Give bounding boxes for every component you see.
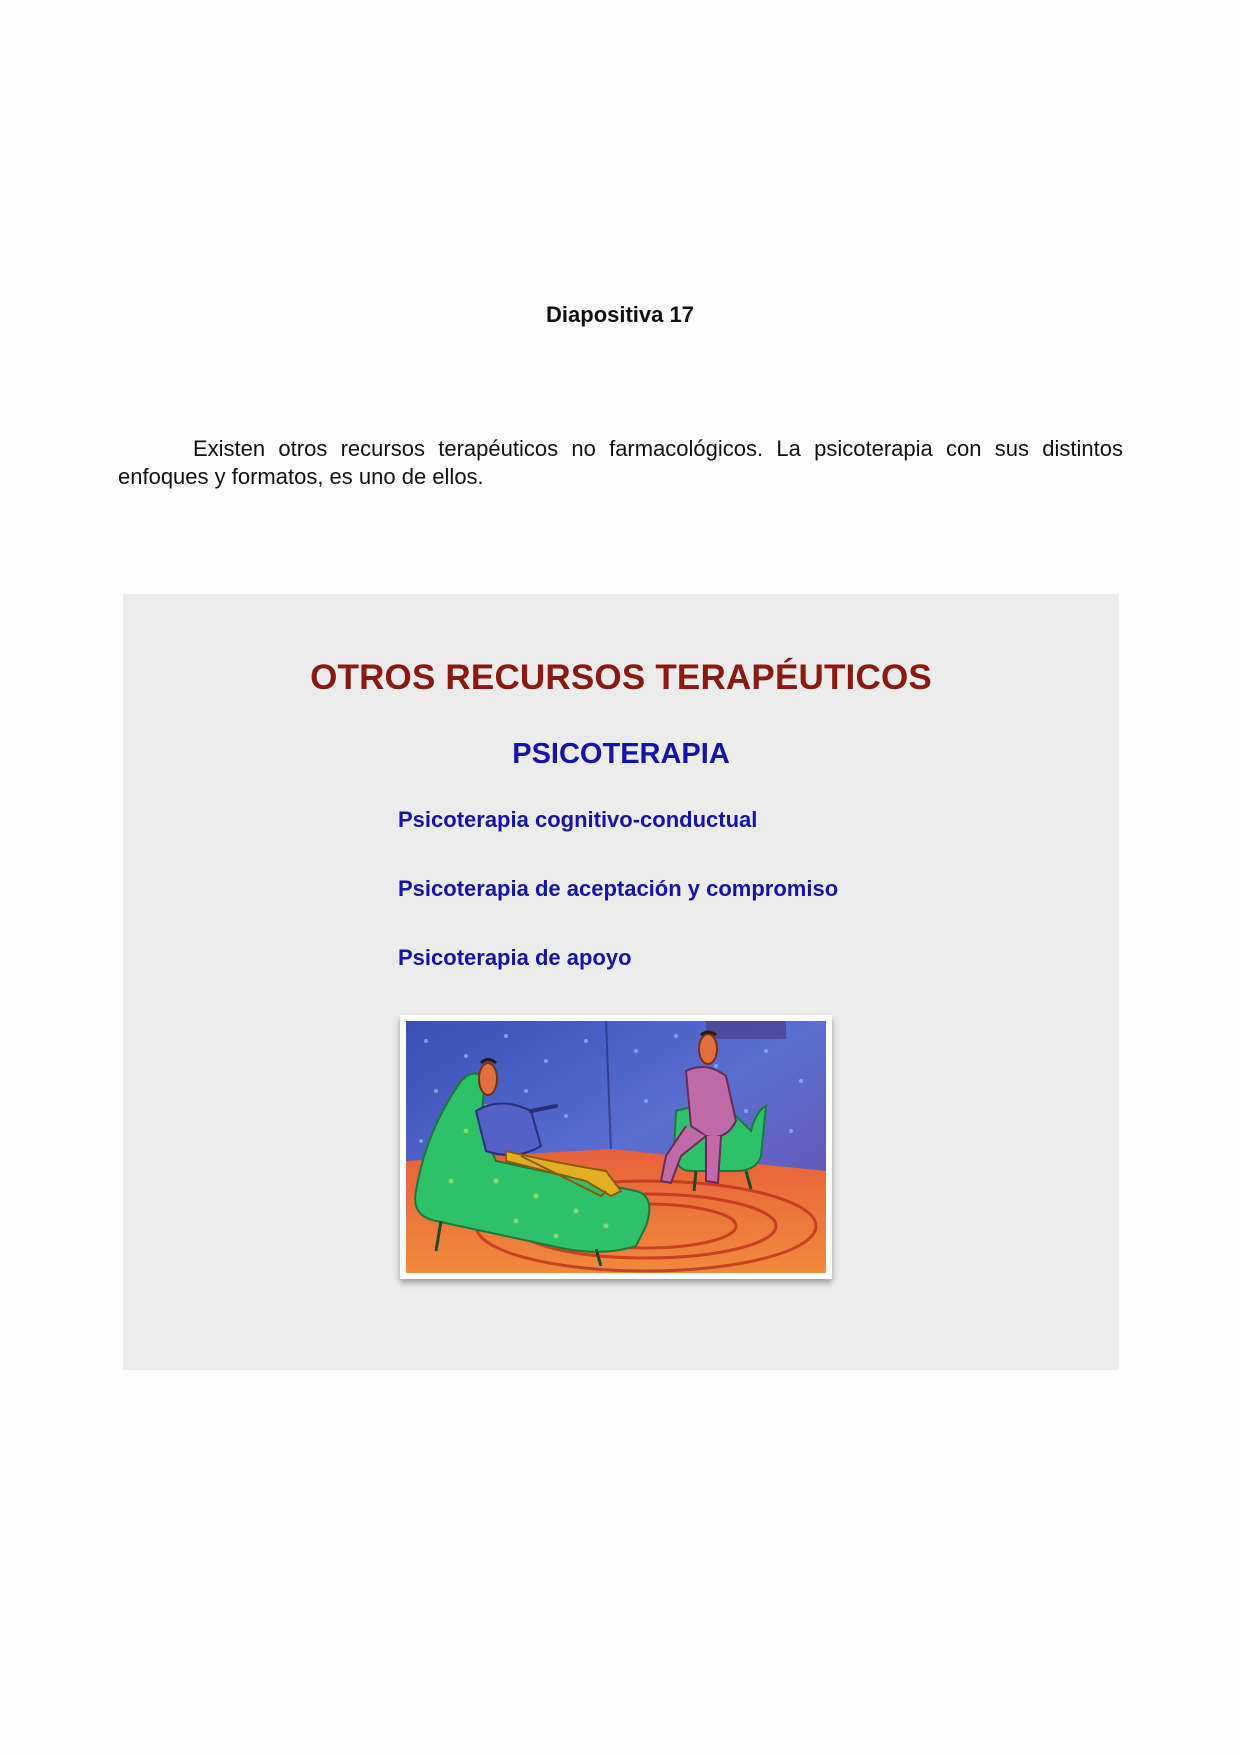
slide-heading: Diapositiva 17 bbox=[546, 302, 694, 327]
slide-title: OTROS RECURSOS TERAPÉUTICOS bbox=[310, 658, 932, 697]
slide-subtitle: PSICOTERAPIA bbox=[512, 738, 730, 770]
therapy-list bbox=[398, 806, 838, 1013]
therapy-item-cognitive-behavioral: Psicoterapia cognitivo-conductual bbox=[398, 807, 758, 832]
therapy-item-support: Psicoterapia de apoyo bbox=[398, 945, 632, 970]
therapy-session-illustration bbox=[400, 1015, 832, 1279]
therapy-session-drawing bbox=[406, 1021, 826, 1273]
therapy-item-acceptance-commitment: Psicoterapia de aceptación y compromiso bbox=[398, 876, 839, 901]
intro-paragraph: Existen otros recursos terapéuticos no farmacológicos. La psicoterapia con sus distintos enfoques y formatos, es uno de ellos. bbox=[118, 436, 1123, 489]
slide-panel bbox=[123, 594, 1119, 1370]
